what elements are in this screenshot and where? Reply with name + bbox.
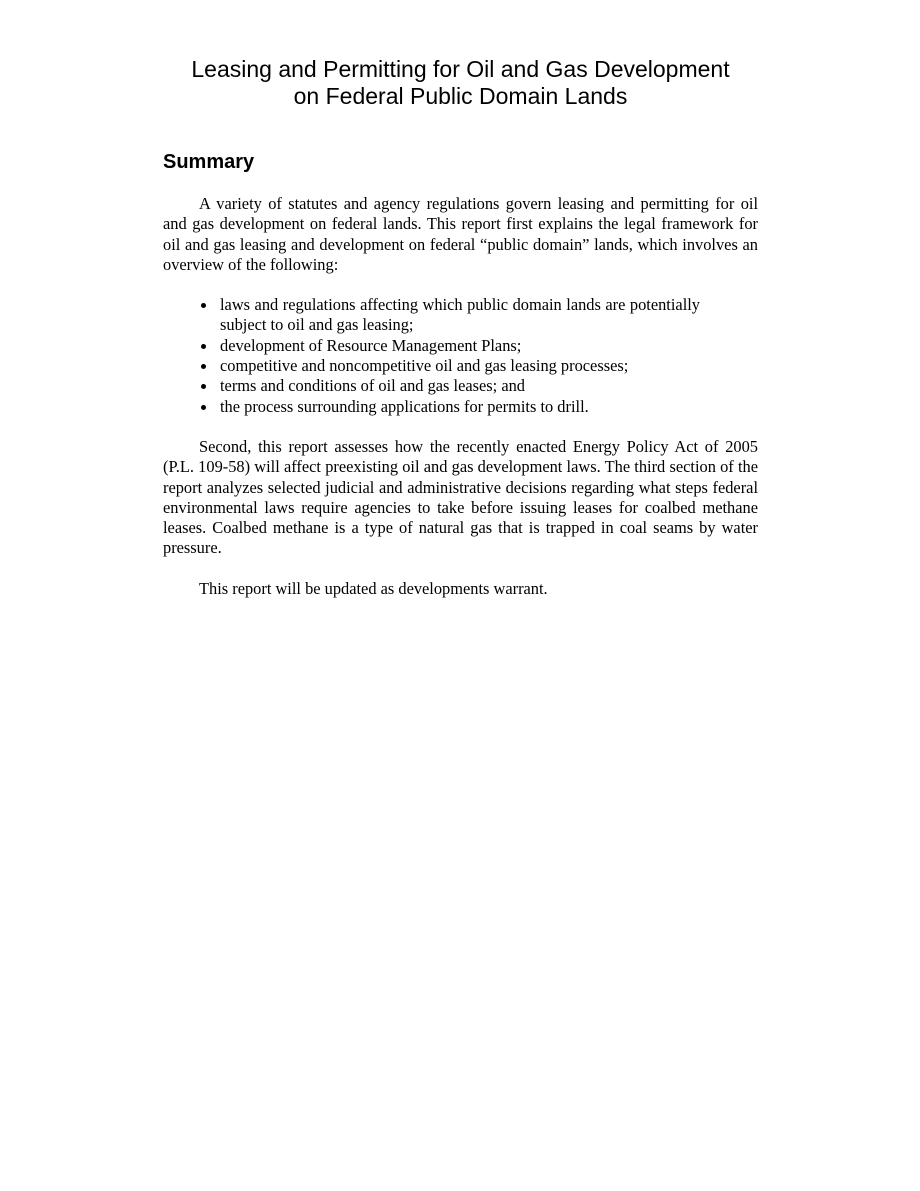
bullet-item — [200, 376, 700, 396]
bullet-item — [200, 336, 700, 356]
report-title — [163, 56, 758, 110]
bullet-text: the process surrounding applications for permits to drill. — [220, 396, 589, 416]
bullet-text: development of Resource Management Plans; — [220, 335, 522, 355]
bullet-item — [200, 397, 700, 417]
summary-second-paragraph: Second, this report assesses how the recently enacted Energy Policy Act of 2005 (P.L. 109-58) will affect preexisting oil and gas development laws. The third section of the report analyzes selected judicial and administrative decisions regarding what steps federal environmental laws require agencies to take before issuing leases for coalbed methane leases. Coalbed methane is a type of natural gas that is trapped in coal seams by water pressure. — [163, 436, 758, 558]
bullet-item — [200, 356, 700, 376]
report-title-line-1: Leasing and Permitting for Oil and Gas Development — [191, 56, 730, 82]
bullet-text: laws and regulations affecting which public domain lands are potentially subject to oil and gas leasing; — [220, 295, 700, 335]
bullet-item — [200, 295, 700, 336]
summary-intro-paragraph: A variety of statutes and agency regulations govern leasing and permitting for oil and gas development on federal lands. This report first explains the legal framework for oil and gas leasing and development on federal “public domain” lands, which involves an overview of the following: — [163, 194, 758, 274]
bullet-text: competitive and noncompetitive oil and gas leasing processes; — [220, 356, 629, 376]
bullet-text: terms and conditions of oil and gas leases; and — [220, 376, 525, 396]
summary-heading: Summary — [163, 151, 255, 173]
summary-closing-paragraph: This report will be updated as developments warrant. — [199, 578, 548, 598]
report-title-line-2: on Federal Public Domain Lands — [293, 83, 628, 109]
overview-bullet-list — [163, 295, 758, 417]
document-page — [163, 56, 758, 599]
